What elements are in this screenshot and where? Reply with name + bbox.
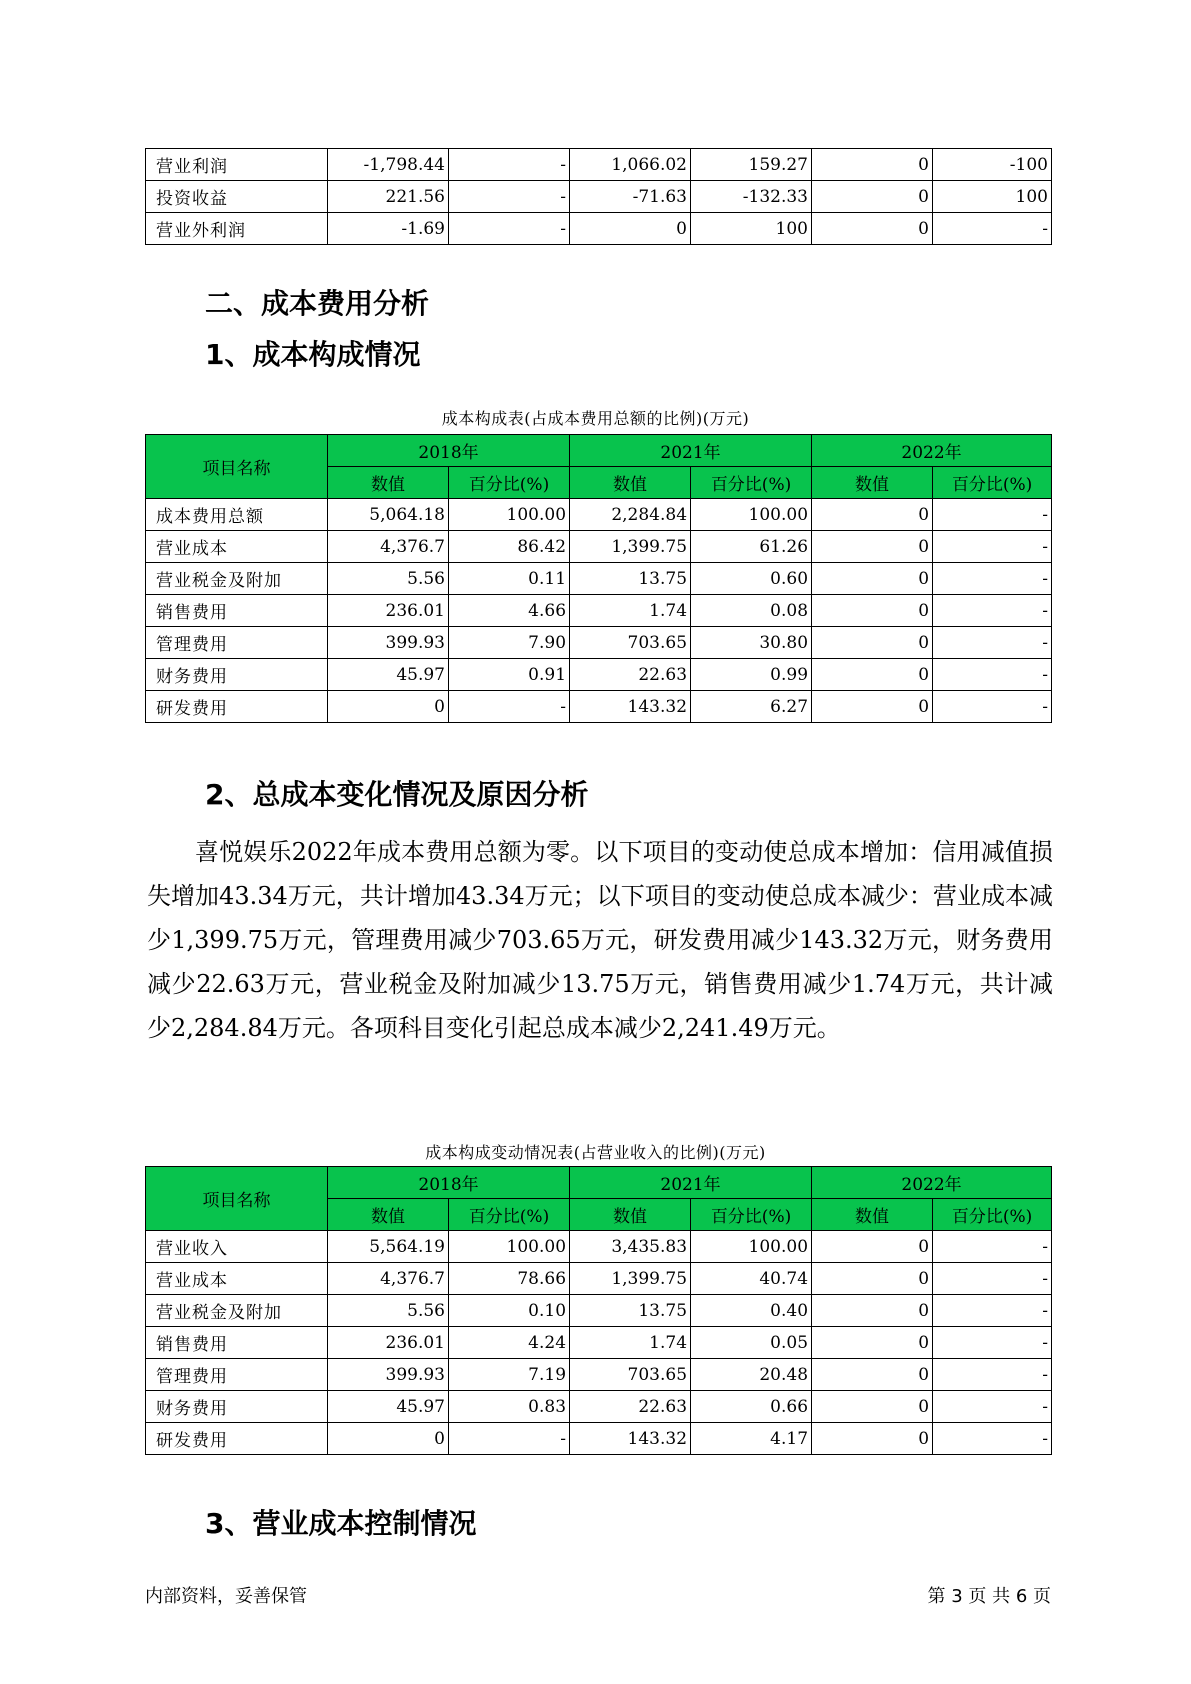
- cell: 159.27: [691, 149, 812, 181]
- column-header-year: 2021年: [570, 435, 812, 467]
- cell: 0: [812, 149, 933, 181]
- cell: 4.66: [449, 595, 570, 627]
- table-row: [146, 659, 1052, 691]
- table-row: [146, 1295, 1052, 1327]
- cell: 0.91: [449, 659, 570, 691]
- column-header-percent: 百分比(%): [449, 467, 570, 499]
- cell: 4.24: [449, 1327, 570, 1359]
- table-row: [146, 1423, 1052, 1455]
- cell: -: [449, 181, 570, 213]
- cell: -132.33: [691, 181, 812, 213]
- cell: -: [933, 627, 1052, 659]
- cell: 0: [812, 563, 933, 595]
- cell: 0.11: [449, 563, 570, 595]
- column-header-value: 数值: [812, 1199, 933, 1231]
- cell: 4.17: [691, 1423, 812, 1455]
- cell: -: [933, 213, 1052, 245]
- cell: 5,064.18: [328, 499, 449, 531]
- row-label: 管理费用: [146, 1359, 328, 1391]
- cell: -: [933, 1359, 1052, 1391]
- cell: 0.66: [691, 1391, 812, 1423]
- cell: 0: [812, 1263, 933, 1295]
- row-label: 成本费用总额: [146, 499, 328, 531]
- row-label: 销售费用: [146, 1327, 328, 1359]
- column-header-value: 数值: [570, 467, 691, 499]
- row-label: 研发费用: [146, 691, 328, 723]
- cell: 1,399.75: [570, 531, 691, 563]
- page-number: 第 3 页 共 6 页: [927, 1586, 1051, 1607]
- cell: -: [933, 1263, 1052, 1295]
- cell: 5,564.19: [328, 1231, 449, 1263]
- row-label: 财务费用: [146, 1391, 328, 1423]
- cell: 0: [812, 691, 933, 723]
- cell: -: [933, 1295, 1052, 1327]
- cell: 100: [691, 213, 812, 245]
- cell: 5.56: [328, 563, 449, 595]
- cell: 30.80: [691, 627, 812, 659]
- column-header-year: 2021年: [570, 1167, 812, 1199]
- cell: 5.56: [328, 1295, 449, 1327]
- table-row: [146, 1263, 1052, 1295]
- footer-confidential-note: 内部资料，妥善保管: [145, 1586, 307, 1607]
- cell: 0.99: [691, 659, 812, 691]
- cell: 1,399.75: [570, 1263, 691, 1295]
- cell: 0: [328, 1423, 449, 1455]
- cell: 22.63: [570, 659, 691, 691]
- column-header-year: 2018年: [328, 435, 570, 467]
- table-row: [146, 531, 1052, 563]
- table-row: [146, 1391, 1052, 1423]
- cell: -: [449, 213, 570, 245]
- row-label: 营业成本: [146, 1263, 328, 1295]
- cell: 0: [812, 659, 933, 691]
- profit-table: [145, 148, 1052, 245]
- cell: -: [933, 659, 1052, 691]
- cell: 703.65: [570, 627, 691, 659]
- row-label: 投资收益: [146, 181, 328, 213]
- cost-change-table: [145, 1166, 1052, 1455]
- analysis-paragraph: [147, 830, 1053, 1050]
- column-header-value: 数值: [328, 1199, 449, 1231]
- column-header-percent: 百分比(%): [933, 1199, 1052, 1231]
- cell: 0.05: [691, 1327, 812, 1359]
- cell: -: [933, 1327, 1052, 1359]
- column-header-year: 2018年: [328, 1167, 570, 1199]
- column-header-year: 2022年: [812, 435, 1052, 467]
- cell: 1,066.02: [570, 149, 691, 181]
- cell: 0: [812, 1231, 933, 1263]
- cell: -: [449, 691, 570, 723]
- row-label: 营业税金及附加: [146, 1295, 328, 1327]
- column-header-item: 项目名称: [146, 435, 328, 499]
- cell: 4,376.7: [328, 531, 449, 563]
- column-header-percent: 百分比(%): [691, 1199, 812, 1231]
- cell: -: [449, 149, 570, 181]
- cell: 0.60: [691, 563, 812, 595]
- section-title: 二、成本费用分析: [205, 287, 430, 320]
- table-row: [146, 627, 1052, 659]
- column-header-value: 数值: [328, 467, 449, 499]
- cell: 0: [328, 691, 449, 723]
- table-row: [146, 149, 1052, 181]
- column-header-percent: 百分比(%): [933, 467, 1052, 499]
- cell: -71.63: [570, 181, 691, 213]
- cell: 13.75: [570, 563, 691, 595]
- cost-structure-table: [145, 434, 1052, 723]
- cell: -: [933, 499, 1052, 531]
- subsection-title-total-cost: 2、总成本变化情况及原因分析: [205, 778, 589, 811]
- cell: 2,284.84: [570, 499, 691, 531]
- row-label: 销售费用: [146, 595, 328, 627]
- cell: 100: [933, 181, 1052, 213]
- row-label: 营业成本: [146, 531, 328, 563]
- cell: 0: [812, 627, 933, 659]
- cell: 143.32: [570, 691, 691, 723]
- cell: 703.65: [570, 1359, 691, 1391]
- cell: 40.74: [691, 1263, 812, 1295]
- table-row: [146, 1231, 1052, 1263]
- cell: 4,376.7: [328, 1263, 449, 1295]
- subsection-title-operating-cost: 3、营业成本控制情况: [205, 1507, 477, 1540]
- cell: -100: [933, 149, 1052, 181]
- cell: 0: [812, 499, 933, 531]
- column-header-value: 数值: [570, 1199, 691, 1231]
- cell: 0: [812, 531, 933, 563]
- cell: 20.48: [691, 1359, 812, 1391]
- row-label: 营业税金及附加: [146, 563, 328, 595]
- table-row: [146, 499, 1052, 531]
- cell: 45.97: [328, 659, 449, 691]
- row-label: 营业外利润: [146, 213, 328, 245]
- cell: -: [933, 563, 1052, 595]
- cell: -1,798.44: [328, 149, 449, 181]
- table-caption: 成本构成表(占成本费用总额的比例)(万元): [441, 409, 750, 428]
- table-row: [146, 691, 1052, 723]
- table-header-row: [146, 1167, 1052, 1199]
- cell: 0: [812, 213, 933, 245]
- cell: 0.40: [691, 1295, 812, 1327]
- cell: 1.74: [570, 595, 691, 627]
- column-header-value: 数值: [812, 467, 933, 499]
- cell: 0: [812, 1327, 933, 1359]
- cell: -: [933, 1391, 1052, 1423]
- row-label: 营业收入: [146, 1231, 328, 1263]
- row-label: 财务费用: [146, 659, 328, 691]
- row-label: 研发费用: [146, 1423, 328, 1455]
- cell: 3,435.83: [570, 1231, 691, 1263]
- cell: 7.19: [449, 1359, 570, 1391]
- table-row: [146, 1327, 1052, 1359]
- cell: 86.42: [449, 531, 570, 563]
- cell: -1.69: [328, 213, 449, 245]
- cell: 0: [812, 181, 933, 213]
- cell: 0: [812, 1423, 933, 1455]
- cell: 100.00: [691, 499, 812, 531]
- cell: 100.00: [691, 1231, 812, 1263]
- cell: -: [449, 1423, 570, 1455]
- cell: 221.56: [328, 181, 449, 213]
- table-header-row: [146, 435, 1052, 467]
- table-row: [146, 181, 1052, 213]
- table-row: [146, 213, 1052, 245]
- cell: 0.83: [449, 1391, 570, 1423]
- cell: 236.01: [328, 595, 449, 627]
- table-row: [146, 1359, 1052, 1391]
- cell: 399.93: [328, 627, 449, 659]
- cell: 7.90: [449, 627, 570, 659]
- cell: 0: [812, 1391, 933, 1423]
- cell: 13.75: [570, 1295, 691, 1327]
- table-row: [146, 595, 1052, 627]
- column-header-item: 项目名称: [146, 1167, 328, 1231]
- cell: -: [933, 595, 1052, 627]
- cell: 0.08: [691, 595, 812, 627]
- cell: 0: [570, 213, 691, 245]
- cell: 236.01: [328, 1327, 449, 1359]
- subsection-title-cost-structure: 1、成本构成情况: [205, 338, 421, 371]
- cell: 1.74: [570, 1327, 691, 1359]
- cell: 61.26: [691, 531, 812, 563]
- cell: -: [933, 1231, 1052, 1263]
- cell: 143.32: [570, 1423, 691, 1455]
- cell: 0.10: [449, 1295, 570, 1327]
- cell: 399.93: [328, 1359, 449, 1391]
- cell: 100.00: [449, 1231, 570, 1263]
- column-header-percent: 百分比(%): [449, 1199, 570, 1231]
- row-label: 营业利润: [146, 149, 328, 181]
- table-caption: 成本构成变动情况表(占营业收入的比例)(万元): [425, 1143, 766, 1162]
- table-row: [146, 563, 1052, 595]
- row-label: 管理费用: [146, 627, 328, 659]
- column-header-percent: 百分比(%): [691, 467, 812, 499]
- cell: 0: [812, 595, 933, 627]
- column-header-year: 2022年: [812, 1167, 1052, 1199]
- cell: 45.97: [328, 1391, 449, 1423]
- cell: 100.00: [449, 499, 570, 531]
- cell: 22.63: [570, 1391, 691, 1423]
- cell: 0: [812, 1359, 933, 1391]
- cell: 0: [812, 1295, 933, 1327]
- cell: -: [933, 1423, 1052, 1455]
- cell: 6.27: [691, 691, 812, 723]
- cell: -: [933, 531, 1052, 563]
- cell: -: [933, 691, 1052, 723]
- cell: 78.66: [449, 1263, 570, 1295]
- paragraph-text: 喜悦娱乐2022年成本费用总额为零。以下项目的变动使总成本增加：信用减值损失增加43.34万元，共计增加43.34万元；以下项目的变动使总成本减少：营业成本减少1,399.75万元，管理费用减少703.65万元，研发费用减少143.32万元，财务费用减少22.63万元，营业税金及附加减少13.75万元，销售费用减少1.74万元，共计减少2,284.84万元。各项科目变化引起总成本减少2,241.49万元。: [147, 838, 1053, 1042]
